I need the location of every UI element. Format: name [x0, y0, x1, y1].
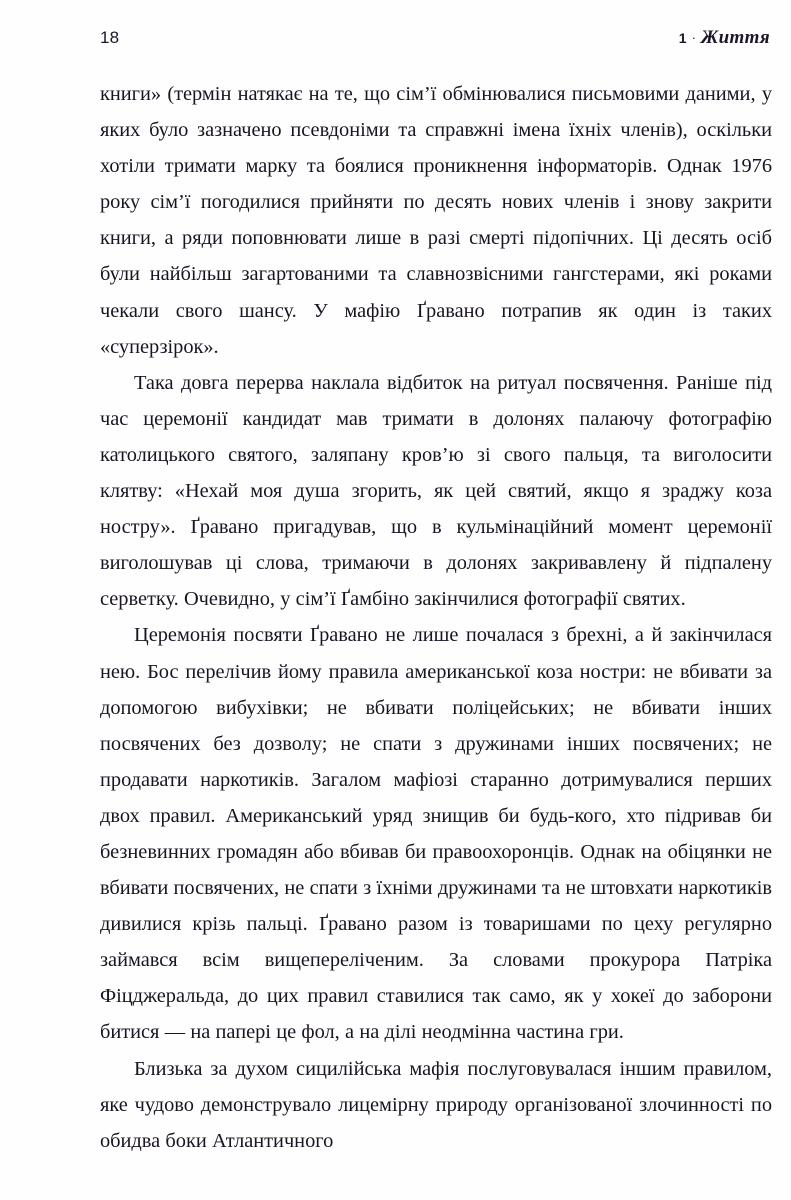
- paragraph-2: Така довга перерва наклала відбиток на ритуал посвячення. Раніше під час церемонії кандидат мав тримати в долонях палаючу фотографію католицького святого, заляпану кров’ю зі свого пальця, та виголосити клятву: «Нехай моя душа згорить, як цей святий, якщо я зраджу коза ностру». Ґравано пригадував, що в кульмінаційний момент церемонії виголошував ці слова, тримаючи в долонях закривавлену й підпалену серветку. Очевидно, у сім’ї Ґамбіно закінчилися фотографії святих.: [100, 371, 772, 611]
- page-number: 18: [100, 28, 120, 47]
- paragraph-1: книги» (термін натякає на те, що сім’ї обмінювалися письмовими даними, у яких було зазначено псевдоніми та справжні імена їхніх членів), оскільки хотіли тримати марку та боялися проникнення інформаторів. Однак 1976 року сім’ї погодилися прийняти по десять нових членів і знову закрити книги, а ряди поповнювати лише в разі смерті підопічних. Ці десять осіб були найбільш загартованими та славнозвісними гангстерами, які роками чекали свого шансу. У мафію Ґравано потрапив як один із таких «суперзірок».: [100, 83, 772, 358]
- paragraph-4: Близька за духом сицилійська мафія послуговувалася іншим правилом, яке чудово демонструвало лицемірну природу організованої злочинності по обидва боки Атлантичного: [100, 1057, 772, 1152]
- body-text: [100, 76, 772, 1159]
- chapter-separator-dot: ·: [691, 30, 696, 45]
- chapter-running-title: [679, 28, 770, 47]
- paragraph-3: Церемонія посвяти Ґравано не лише почалася з брехні, а й закінчилася нею. Бос перелічив йому правила американської коза ностри: не вбивати за допомогою вибухівки; не вбивати поліцейських; не вбивати інших посвячених без дозволу; не спати з дружинами інших посвячених; не продавати наркотиків. Загалом мафіозі старанно дотримувалися перших двох правил. Американський уряд знищив би будь-кого, хто підривав би безневинних громадян або вбивав би правоохоронців. Однак на обіцянки не вбивати посвячених, не спати з їхніми дружинами та не штовхати наркотиків дивилися крізь пальці. Ґравано разом із товаришами по цеху регулярно займався всім вищепереліченим. За словами прокурора Патріка Фіцджеральда, до цих правил ставилися так само, як у хокеї до заборони битися — на папері це фол, а на ділі неодмінна частина гри.: [100, 624, 772, 1044]
- chapter-title: Життя: [700, 27, 770, 48]
- chapter-number: 1: [678, 30, 687, 46]
- running-head: [100, 28, 770, 54]
